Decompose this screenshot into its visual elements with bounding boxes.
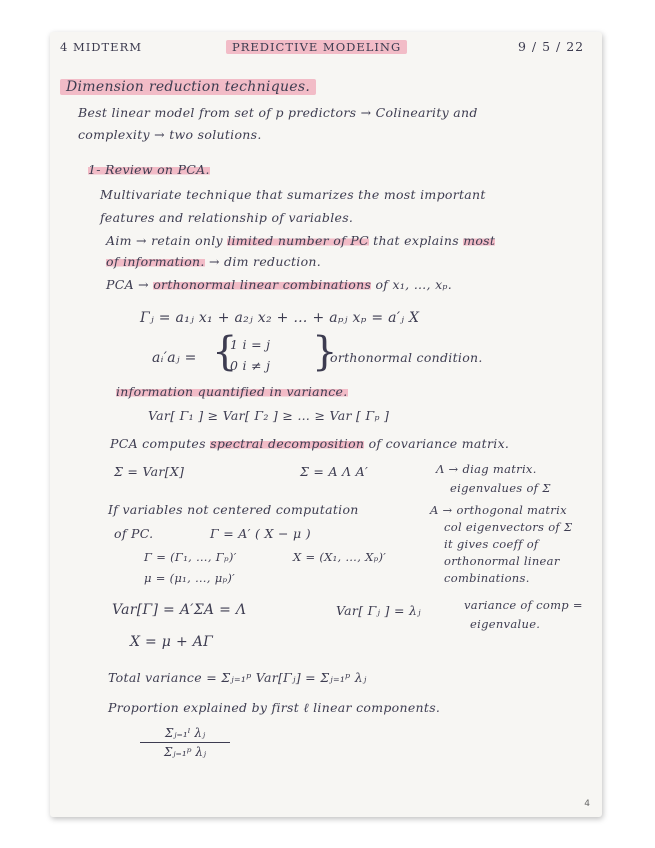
ai-aj-lhs: aᵢ′aⱼ = xyxy=(152,350,197,366)
x-reconstruction: X = μ + AΓ xyxy=(130,634,214,650)
a-note-5: combinations. xyxy=(444,571,530,585)
notebook-page xyxy=(50,32,602,817)
variance-inequality: Var[ Γ₁ ] ≥ Var[ Γ₂ ] ≥ … ≥ Var [ Γₚ ] xyxy=(148,408,390,423)
aim-prefix: Aim → retain only xyxy=(106,233,223,248)
header-course-title: PREDICTIVE MODELING xyxy=(226,40,407,54)
header-left: 4 MIDTERM xyxy=(60,40,143,54)
aim-highlight-1: limited number of PC xyxy=(227,233,369,248)
proportion-fraction xyxy=(140,726,230,759)
pca-computes-rest: of covariance matrix. xyxy=(368,436,510,451)
aim-line xyxy=(106,233,495,248)
lambda-note-1: Λ → diag matrix. xyxy=(436,462,537,476)
pca-computes-line xyxy=(110,436,509,451)
aim-highlight-2: most xyxy=(463,233,496,248)
if-line-2a: of PC. xyxy=(114,526,154,541)
if-line-1: If variables not centered computation xyxy=(108,502,359,517)
a-note-3: it gives coeff of xyxy=(444,537,539,551)
aim-mid: that explains xyxy=(373,233,459,248)
var-gamma-equation: Var[Γ] = A′ΣA = Λ xyxy=(112,602,247,618)
a-note-2: col eigenvectors of Σ xyxy=(444,520,573,534)
x-vector: X = (X₁, …, Xₚ)′ xyxy=(293,550,387,564)
aim-highlight-3: of information. xyxy=(106,254,205,269)
proportion-line: Proportion explained by first ℓ linear components. xyxy=(108,700,441,715)
body-line-2: features and relationship of variables. xyxy=(100,210,354,225)
body-line-1: Multivariate technique that sumarizes the most important xyxy=(100,187,486,202)
pca-highlight: orthonormal linear combinations xyxy=(153,277,372,292)
pca-computes-prefix: PCA computes xyxy=(110,436,206,451)
gamma-vector: Γ = (Γ₁, …, Γₚ)′ xyxy=(144,550,237,564)
total-variance: Total variance = Σⱼ₌₁ᵖ Var[Γⱼ] = Σⱼ₌₁ᵖ λⱼ xyxy=(108,670,367,685)
page-number: 4 xyxy=(584,799,590,809)
lambda-note-2: eigenvalues of Σ xyxy=(450,481,551,495)
fraction-numerator: Σⱼ₌₁ˡ λⱼ xyxy=(164,726,206,740)
var-gamma-j-equation: Var[ Γⱼ ] = λⱼ xyxy=(336,603,421,618)
variance-comp-note-1: variance of comp = xyxy=(464,598,583,612)
gamma-equation: Γⱼ = a₁ⱼ x₁ + a₂ⱼ x₂ + … + aₚⱼ xₚ = a′ⱼ X xyxy=(140,310,420,326)
pca-rest: of x₁, …, xₚ. xyxy=(375,277,452,292)
aim-rest: → dim reduction. xyxy=(208,254,322,269)
item-1-title-text: 1- Review on PCA. xyxy=(88,162,210,177)
variance-comp-note-2: eigenvalue. xyxy=(470,617,541,631)
pca-prefix: PCA → xyxy=(106,277,149,292)
information-highlight: information quantified in variance. xyxy=(116,384,348,399)
case-zero: 0 i ≠ j xyxy=(230,358,271,373)
a-note-1: A → orthogonal matrix xyxy=(430,503,567,517)
intro-line-1: Best linear model from set of p predictors → Colinearity and xyxy=(78,105,478,120)
aim-line-2 xyxy=(106,254,321,269)
case-one: 1 i = j xyxy=(230,337,271,352)
intro-line-2: complexity → two solutions. xyxy=(78,127,262,142)
if-line-2b: Γ = A′ ( X − μ ) xyxy=(210,526,311,541)
section-title: Dimension reduction techniques. xyxy=(60,79,316,95)
sigma-decomposition: Σ = A Λ A′ xyxy=(300,464,369,479)
orthonormal-condition: orthonormal condition. xyxy=(330,350,483,365)
pca-definition xyxy=(106,277,452,292)
right-brace: } xyxy=(312,329,338,375)
fraction-bar xyxy=(140,742,230,743)
item-1-title xyxy=(88,162,210,177)
left-brace: { xyxy=(212,329,238,375)
pca-computes-highlight: spectral decomposition xyxy=(210,436,365,451)
fraction-denominator: Σⱼ₌₁ᵖ λⱼ xyxy=(163,745,207,759)
a-note-4: orthonormal linear xyxy=(444,554,560,568)
mu-vector: μ = (μ₁, …, μₚ)′ xyxy=(144,571,236,585)
information-line xyxy=(116,384,348,399)
header-date: 9 / 5 / 22 xyxy=(518,39,585,54)
sigma-var: Σ = Var[X] xyxy=(114,464,185,479)
